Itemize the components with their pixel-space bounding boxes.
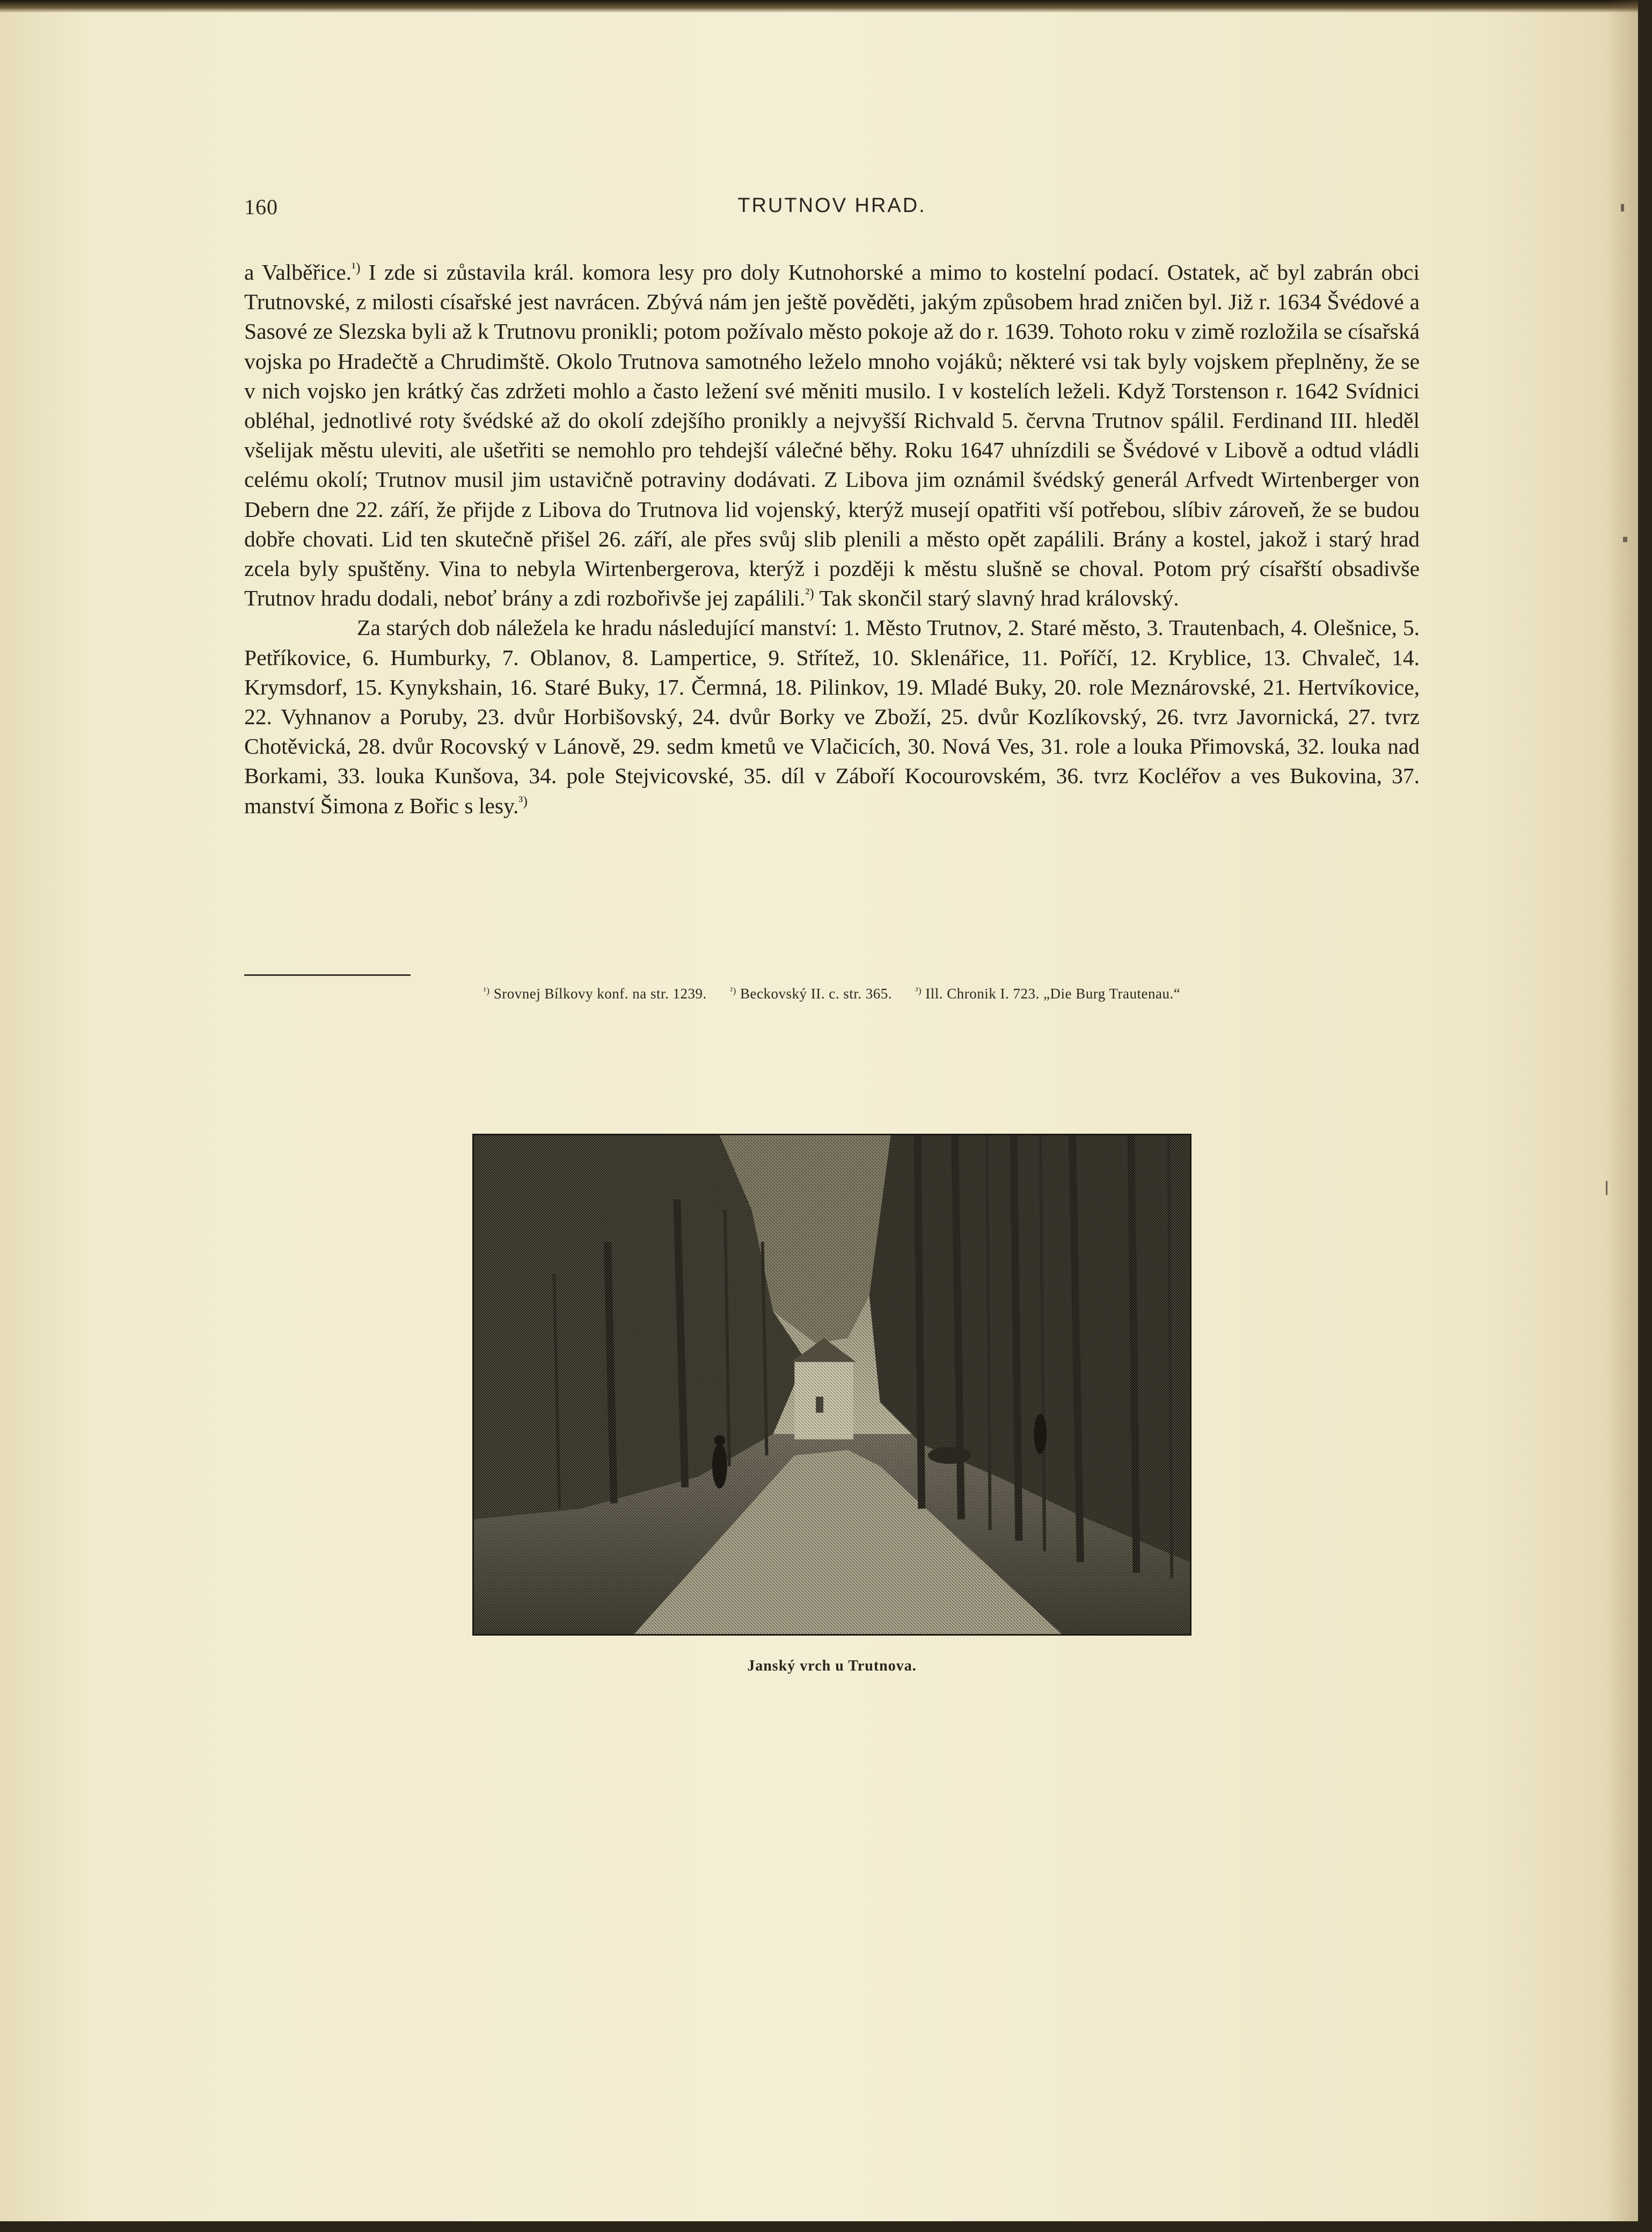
running-head bbox=[244, 194, 1420, 227]
paragraph-text: Tak skončil starý slavný hrad královský. bbox=[814, 586, 1179, 611]
footnotes bbox=[244, 986, 1420, 1002]
footnote-reference: ¹) bbox=[352, 260, 361, 275]
paragraph-text: I zde si zůstavila král. komora lesy pro doly Kutnohorské a mimo to kostelní podací. Ostatek, ač byl zabrán obci Trutnovské, z milosti císařské jest navrácen. Zbývá nám jen ještě pověděti, jakým způsobem hrad zničen byl. Již r. 1634 Švédové a Sasové ze Slezska byli až k Trutnovu pronikli; potom požívalo město pokoje až do r. 1639. Tohoto roku v zimě rozložila se císařská vojska po Hradečtě a Chrudimště. Okolo Trutnova samotného leželo mnoho vojáků; některé vsi tak byly vojskem přeplněny, že se v nich vojsko jen krátký čas zdržeti mohlo a často ležení své měniti musilo. I v kostelích leželi. Když Torstenson r. 1642 Svídnici obléhal, jednotlivé roty švédské až do okolí zdejšího pronikly a nejvyšší Richvald 5. června Trutnov spálil. Ferdinand III. hleděl všelijak městu uleviti, ale ušetřiti se nemohlo pro tehdejší válečné běhy. Roku 1647 uhnízdili se Švédové v Libově a odtud vládli celému okolí; Trutnov musil jim ustavičně potraviny dodávati. Z Libova jim oznámil švédský generál Arfvedt Wirtenberger von Debern dne 22. září, že přijde z Libova do Trutnova lid vojenský, kterýž musejí opatřiti vší potřebou, slíbiv zároveň, že se budou dobře chovati. Lid ten skutečně přišel 26. září, ale přes svůj slib plenili a město opět zapálili. Brány a kostel, jakož i starý hrad zcela byly spuštěny. Vina to nebyla Wirtenbergerova, kterýž i později k městu slušně se choval. Potom prý císařští obsadivše Trutnov hradu dodali, neboť brány a zdi rozbořivše jej zapálili. bbox=[244, 260, 1420, 611]
page-number: 160 bbox=[244, 195, 278, 219]
body-text bbox=[244, 258, 1420, 821]
footnote-text: Ill. Chronik I. 723. „Die Burg Trautenau.“ bbox=[925, 986, 1181, 1002]
paragraph-text: Za starých dob náležela ke hradu následující manství: 1. Město Trutnov, 2. Staré město, 3. Trautenbach, 4. Olešnice, 5. Petříkovice, 6. Humburky, 7. Oblanov, 8. Lampertice, 9. Střítež, 10. Sklenářice, 11. Poříčí, 12. Kryblice, 13. Chvaleč, 14. Krymsdorf, 15. Kynykshain, 16. Staré Buky, 17. Čermná, 18. Pilinkov, 19. Mladé Buky, 20. role Meznárovské, 21. Hertvíkovice, 22. Vyhnanov a Poruby, 23. dvůr Horbišovský, 24. dvůr Borky ve Zboží, 25. dvůr Kozlíkovský, 26. tvrz Javornická, 27. tvrz Chotěvická, 28. dvůr Rocovský v Lánově, 29. sedm kmetů ve Vlačicích, 30. Nová Ves, 31. role a louka Přimovská, 32. louka nad Borkami, 33. louka Kunšova, 34. pole Stejvicovské, 35. díl v Záboří Kocourovském, 36. tvrz Kocléřov a ves Bukovina, 37. manství Šimona z Bořic s lesy. bbox=[244, 615, 1420, 818]
margin-mark bbox=[1621, 204, 1624, 211]
figure-caption: Janský vrch u Trutnova. bbox=[747, 1658, 917, 1674]
margin-mark bbox=[1623, 537, 1627, 542]
paragraph-castle-history bbox=[244, 258, 1420, 613]
footnote-1 bbox=[484, 986, 707, 1002]
footnote-text: Beckovský II. c. str. 365. bbox=[740, 986, 893, 1002]
footnote-reference: ³) bbox=[518, 793, 528, 809]
paragraph-text: a Valběřice. bbox=[244, 260, 352, 285]
footnote-mark: ³) bbox=[915, 986, 922, 996]
footnote-rule bbox=[244, 974, 411, 976]
footnote-text: Srovnej Bílkovy konf. na str. 1239. bbox=[493, 986, 707, 1002]
engraving-illustration bbox=[472, 1134, 1192, 1636]
paragraph-fiefs-list bbox=[244, 613, 1420, 820]
footnote-2 bbox=[730, 986, 892, 1002]
margin-mark bbox=[1606, 1181, 1607, 1195]
footnote-mark: ¹) bbox=[483, 986, 490, 996]
footnote-3 bbox=[915, 986, 1180, 1002]
footnote-mark: ²) bbox=[730, 986, 736, 996]
footnote-reference: ²) bbox=[805, 586, 814, 602]
forest-path-engraving bbox=[474, 1135, 1190, 1634]
running-title: TRUTNOV HRAD. bbox=[737, 194, 926, 217]
